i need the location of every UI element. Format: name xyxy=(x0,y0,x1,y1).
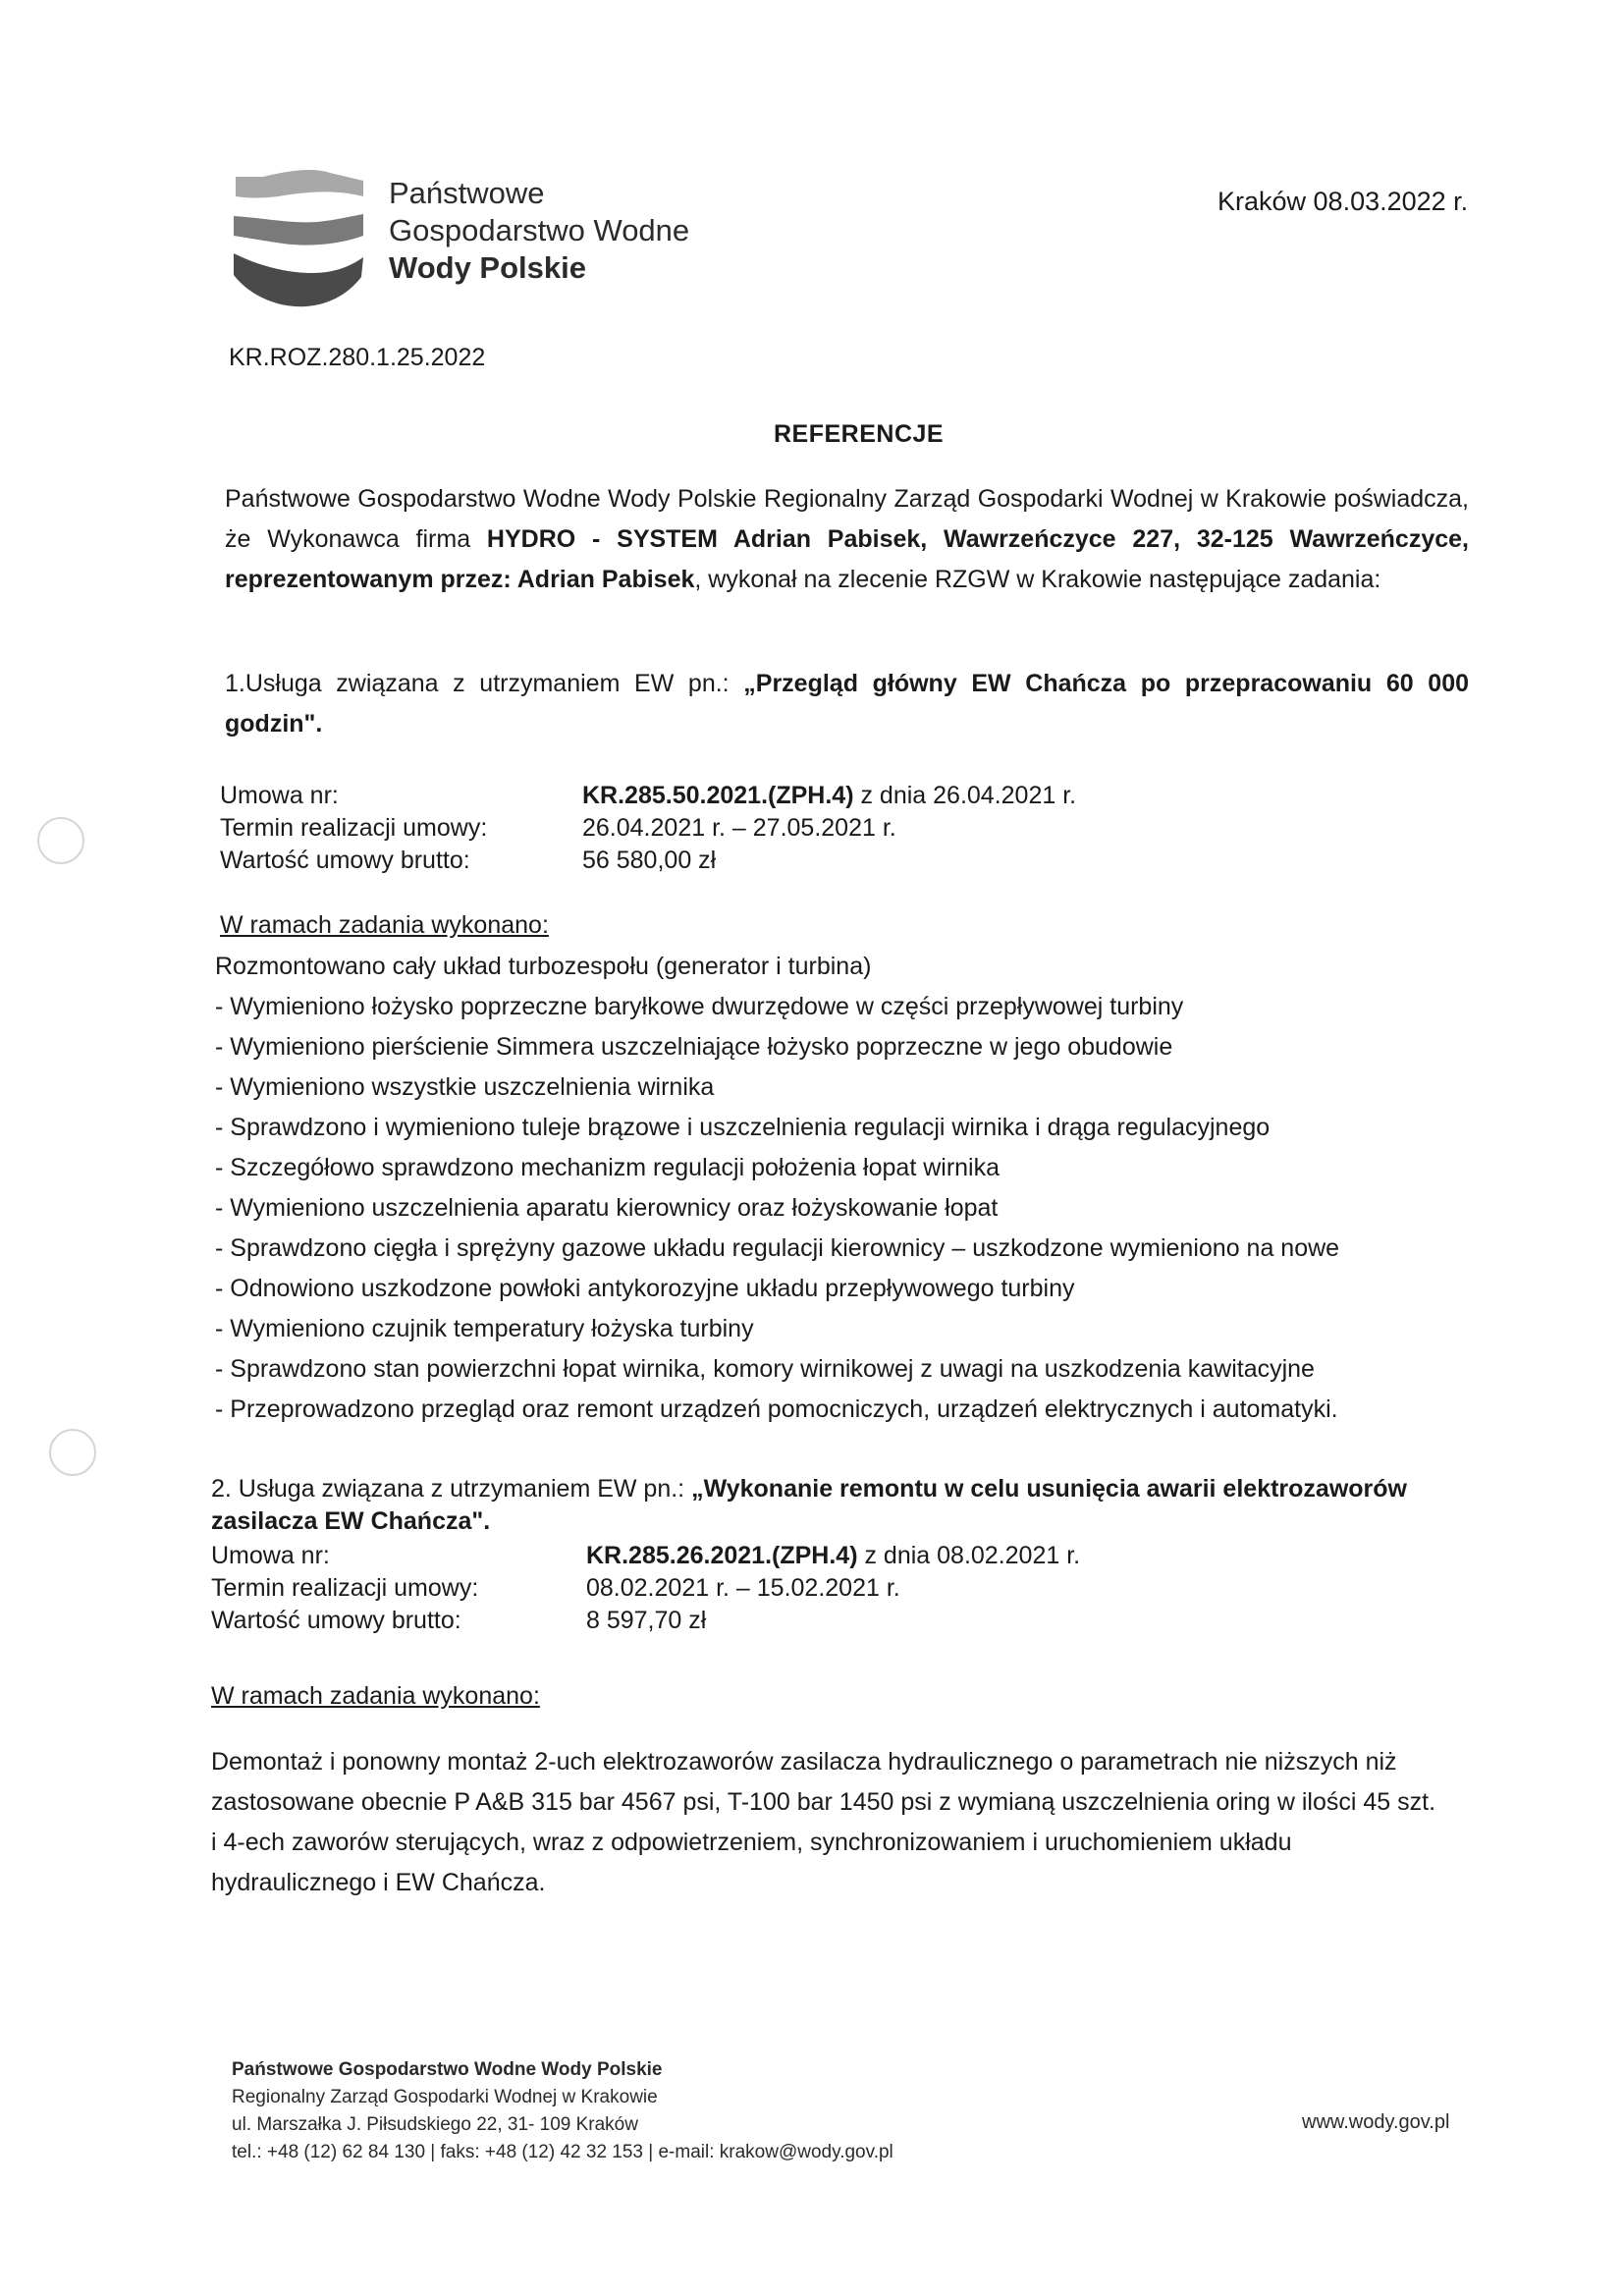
list-item: - Sprawdzono cięgła i sprężyny gazowe układu regulacji kierownicy – uszkodzone wymieniono na nowe xyxy=(215,1234,1340,1262)
contract-number: KR.285.50.2021.(ZPH.4) xyxy=(582,782,854,809)
logo-wordmark xyxy=(389,175,689,287)
term-label: Termin realizacji umowy: xyxy=(220,814,488,842)
list-item: - Odnowiono uszkodzone powłoki antykorozyjne układu przepływowego turbiny xyxy=(215,1275,1075,1302)
list-item: - Wymieniono łożysko poprzeczne baryłkowe dwurzędowe w części przepływowej turbiny xyxy=(215,993,1184,1020)
footer-address: ul. Marszałka J. Piłsudskiego 22, 31- 109 Kraków xyxy=(232,2114,638,2135)
contract-date: z dnia 26.04.2021 r. xyxy=(853,782,1077,809)
footer-org: Państwowe Gospodarstwo Wodne Wody Polskie xyxy=(232,2059,663,2080)
reference-number: KR.ROZ.280.1.25.2022 xyxy=(229,344,486,371)
logo-line-2: Gospodarstwo Wodne xyxy=(389,213,690,247)
footer-website: www.wody.gov.pl xyxy=(1302,2111,1450,2133)
list-item: - Sprawdzono stan powierzchni łopat wirnika, komory wirnikowej z uwagi na uszkodzenia kawitacyjne xyxy=(215,1355,1315,1383)
intro-text-1: Państwowe Gospodarstwo Wodne Wody Polskie Regionalny Zarząd Gospodarki Wodnej w Krakowie poświadcza, że Wykonawca firma xyxy=(225,485,1469,553)
task-2-description: Demontaż i ponowny montaż 2-uch elektrozaworów zasilacza hydraulicznego o parametrach nie niższych niż zastosowane obecnie P A&B 315 bar 4567 psi, T-100 bar 1450 psi z wymianą uszczelnienia oring w ilości 45 szt. i 4-ech zaworów sterujących, wraz z odpowietrzeniem, synchronizowaniem i uruchomieniem układu hydraulicznego i EW Chańcza. xyxy=(211,1748,1436,1896)
document-date: Kraków 08.03.2022 r. xyxy=(1217,187,1469,216)
punch-hole-icon xyxy=(49,1429,96,1476)
contract-label: Umowa nr: xyxy=(211,1542,330,1569)
list-item: - Wymieniono uszczelnienia aparatu kierownicy oraz łożyskowanie łopat xyxy=(215,1194,999,1222)
task-2-title xyxy=(211,1473,1488,1538)
task-1-works-heading: W ramach zadania wykonano: xyxy=(220,911,549,939)
list-item: - Wymieniono pierścienie Simmera uszczelniające łożysko poprzeczne w jego obudowie xyxy=(215,1033,1173,1061)
contract-date: z dnia 08.02.2021 r. xyxy=(857,1542,1081,1569)
contractor-name: HYDRO - SYSTEM Adrian Pabisek, Wawrzeńczyce 227, 32-125 Wawrzeńczyce, reprezentowanym przez: Adrian Pabisek xyxy=(225,525,1469,593)
task-2-title-name: „Wykonanie remontu w celu usunięcia awarii elektrozaworów zasilacza EW Chańcza". xyxy=(211,1475,1407,1535)
value-amount: 8 597,70 zł xyxy=(586,1607,707,1634)
document-title: REFERENCJE xyxy=(774,420,945,448)
footer-unit: Regionalny Zarząd Gospodarki Wodnej w Krakowie xyxy=(232,2087,658,2107)
value-label: Wartość umowy brutto: xyxy=(211,1607,461,1634)
list-item: - Wymieniono czujnik temperatury łożyska turbiny xyxy=(215,1315,754,1342)
task-1-title xyxy=(225,664,1469,744)
task-2-title-prefix: 2. Usługa związana z utrzymaniem EW pn.: xyxy=(211,1475,692,1503)
list-item: - Wymieniono wszystkie uszczelnienia wirnika xyxy=(215,1073,715,1101)
term-value: 26.04.2021 r. – 27.05.2021 r. xyxy=(582,814,896,842)
logo-line-3: Wody Polskie xyxy=(389,250,586,285)
list-item: Rozmontowano cały układ turbozespołu (generator i turbina) xyxy=(215,953,872,980)
punch-hole-icon xyxy=(37,817,84,864)
contract-value xyxy=(586,1540,1080,1572)
task-1-title-prefix: 1.Usługa związana z utrzymaniem EW pn.: xyxy=(225,670,744,697)
wody-polskie-logo-icon xyxy=(234,167,366,309)
contract-value xyxy=(582,780,1076,812)
contract-label: Umowa nr: xyxy=(220,782,339,809)
term-value: 08.02.2021 r. – 15.02.2021 r. xyxy=(586,1574,900,1602)
list-item: - Szczegółowo sprawdzono mechanizm regulacji położenia łopat wirnika xyxy=(215,1154,1001,1181)
task-2-works-heading: W ramach zadania wykonano: xyxy=(211,1682,540,1710)
intro-text-3: , wykonał na zlecenie RZGW w Krakowie następujące zadania: xyxy=(694,566,1381,593)
footer xyxy=(232,2056,893,2166)
list-item: - Przeprowadzono przegląd oraz remont urządzeń pomocniczych, urządzeń elektrycznych i automatyki. xyxy=(215,1395,1338,1423)
footer-contact: tel.: +48 (12) 62 84 130 | faks: +48 (12) 42 32 153 | e-mail: krakow@wody.gov.pl xyxy=(232,2142,893,2162)
value-amount: 56 580,00 zł xyxy=(582,847,717,874)
list-item: - Sprawdzono i wymieniono tuleje brązowe i uszczelnienia regulacji wirnika i drąga regulacyjnego xyxy=(215,1114,1271,1141)
task-2-contract-details xyxy=(211,1540,1193,1648)
task-1-works-list xyxy=(215,947,1491,1430)
intro-paragraph xyxy=(225,479,1469,600)
task-1-title-name: „Przegląd główny EW Chańcza po przepracowaniu 60 000 godzin". xyxy=(225,670,1469,738)
task-1-contract-details xyxy=(220,780,1202,888)
logo-line-1: Państwowe xyxy=(389,176,545,210)
contract-number: KR.285.26.2021.(ZPH.4) xyxy=(586,1542,858,1569)
value-label: Wartość umowy brutto: xyxy=(220,847,470,874)
term-label: Termin realizacji umowy: xyxy=(211,1574,479,1602)
